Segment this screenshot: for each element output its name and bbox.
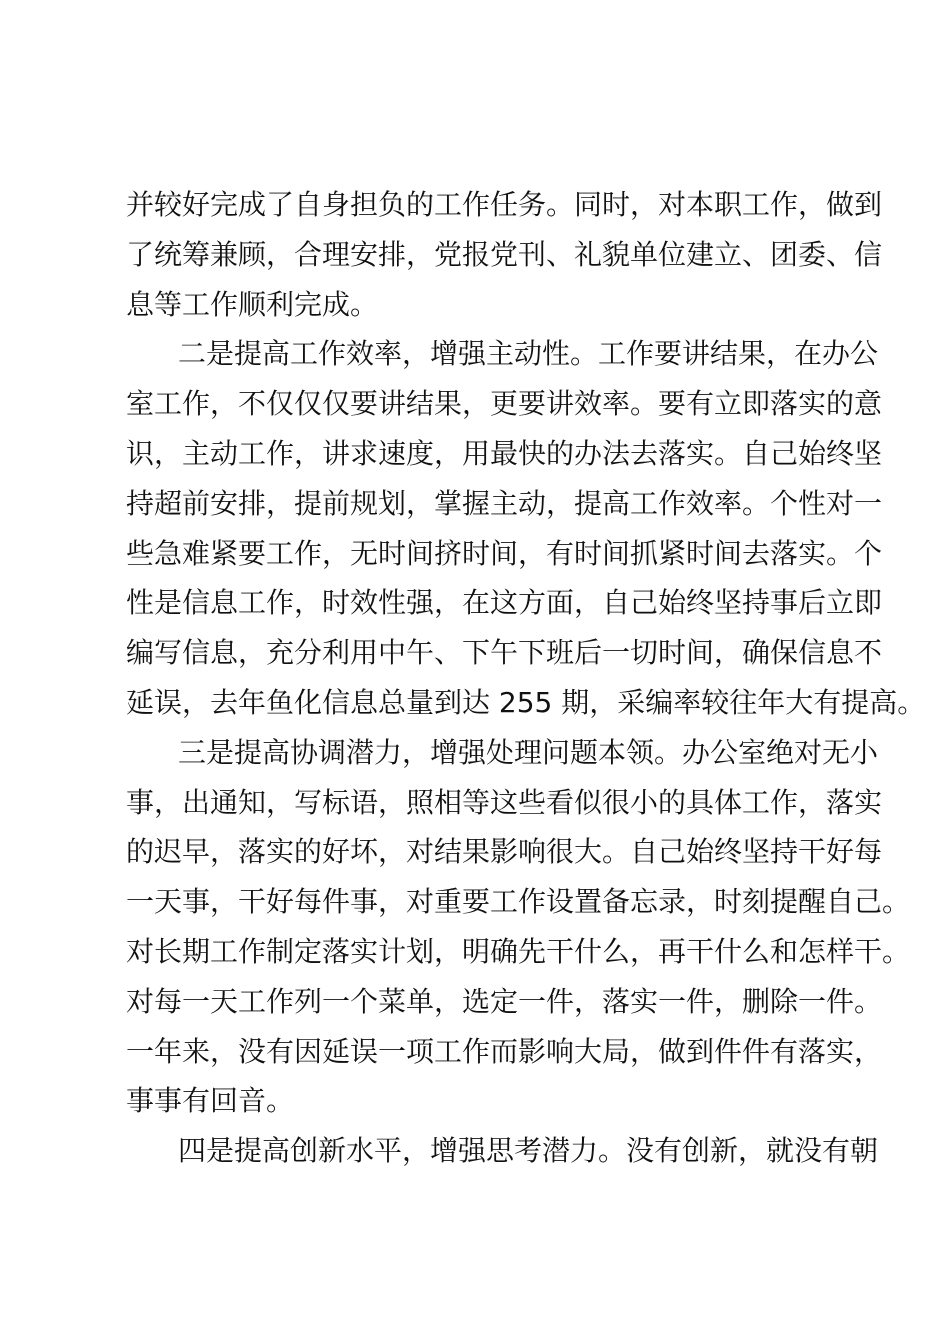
text-line: 对长期工作制定落实计划，明确先干什么，再干什么和怎样干。 [126, 934, 911, 968]
text-line: 一天事，干好每件事，对重要工作设置备忘录，时刻提醒自己。 [126, 885, 911, 919]
text-line: 一年来，没有因延误一项工作而影响大局，做到件件有落实， [126, 1034, 883, 1068]
paragraph-start-line: 三是提高协调潜力，增强处理问题本领。办公室绝对无小 [178, 735, 879, 769]
text-line: 持超前安排，提前规划，掌握主动，提高工作效率。个性对一 [126, 486, 883, 520]
text-line: 息等工作顺利完成。 [126, 287, 379, 321]
paragraph-start-line: 二是提高工作效率，增强主动性。工作要讲结果，在办公 [178, 337, 879, 371]
text-line: 的迟早，落实的好坏，对结果影响很大。自己始终坚持干好每 [126, 835, 883, 869]
text-line: 性是信息工作，时效性强，在这方面，自己始终坚持事后立即 [126, 586, 883, 620]
text-line: 了统筹兼顾，合理安排，党报党刊、礼貌单位建立、团委、信 [126, 237, 883, 271]
text-line: 室工作，不仅仅仅要讲结果，更要讲效率。要有立即落实的意 [126, 387, 883, 421]
paragraph-start-line: 四是提高创新水平，增强思考潜力。没有创新，就没有朝 [178, 1134, 879, 1168]
text-line: 延误，去年鱼化信息总量到达 255 期，采编率较往年大有提高。 [126, 685, 926, 719]
text-line: 些急难紧要工作，无时间挤时间，有时间抓紧时间去落实。个 [126, 536, 883, 570]
body-text [126, 180, 926, 1176]
text-line: 事，出通知，写标语，照相等这些看似很小的具体工作，落实 [126, 785, 883, 819]
text-line: 对每一天工作列一个菜单，选定一件，落实一件，删除一件。 [126, 984, 883, 1018]
text-line: 并较好完成了自身担负的工作任务。同时，对本职工作，做到 [126, 188, 883, 221]
text-line: 识，主动工作，讲求速度，用最快的办法去落实。自己始终坚 [126, 436, 883, 470]
text-line: 编写信息，充分利用中午、下午下班后一切时间，确保信息不 [126, 636, 883, 670]
text-line: 事事有回音。 [126, 1084, 295, 1118]
